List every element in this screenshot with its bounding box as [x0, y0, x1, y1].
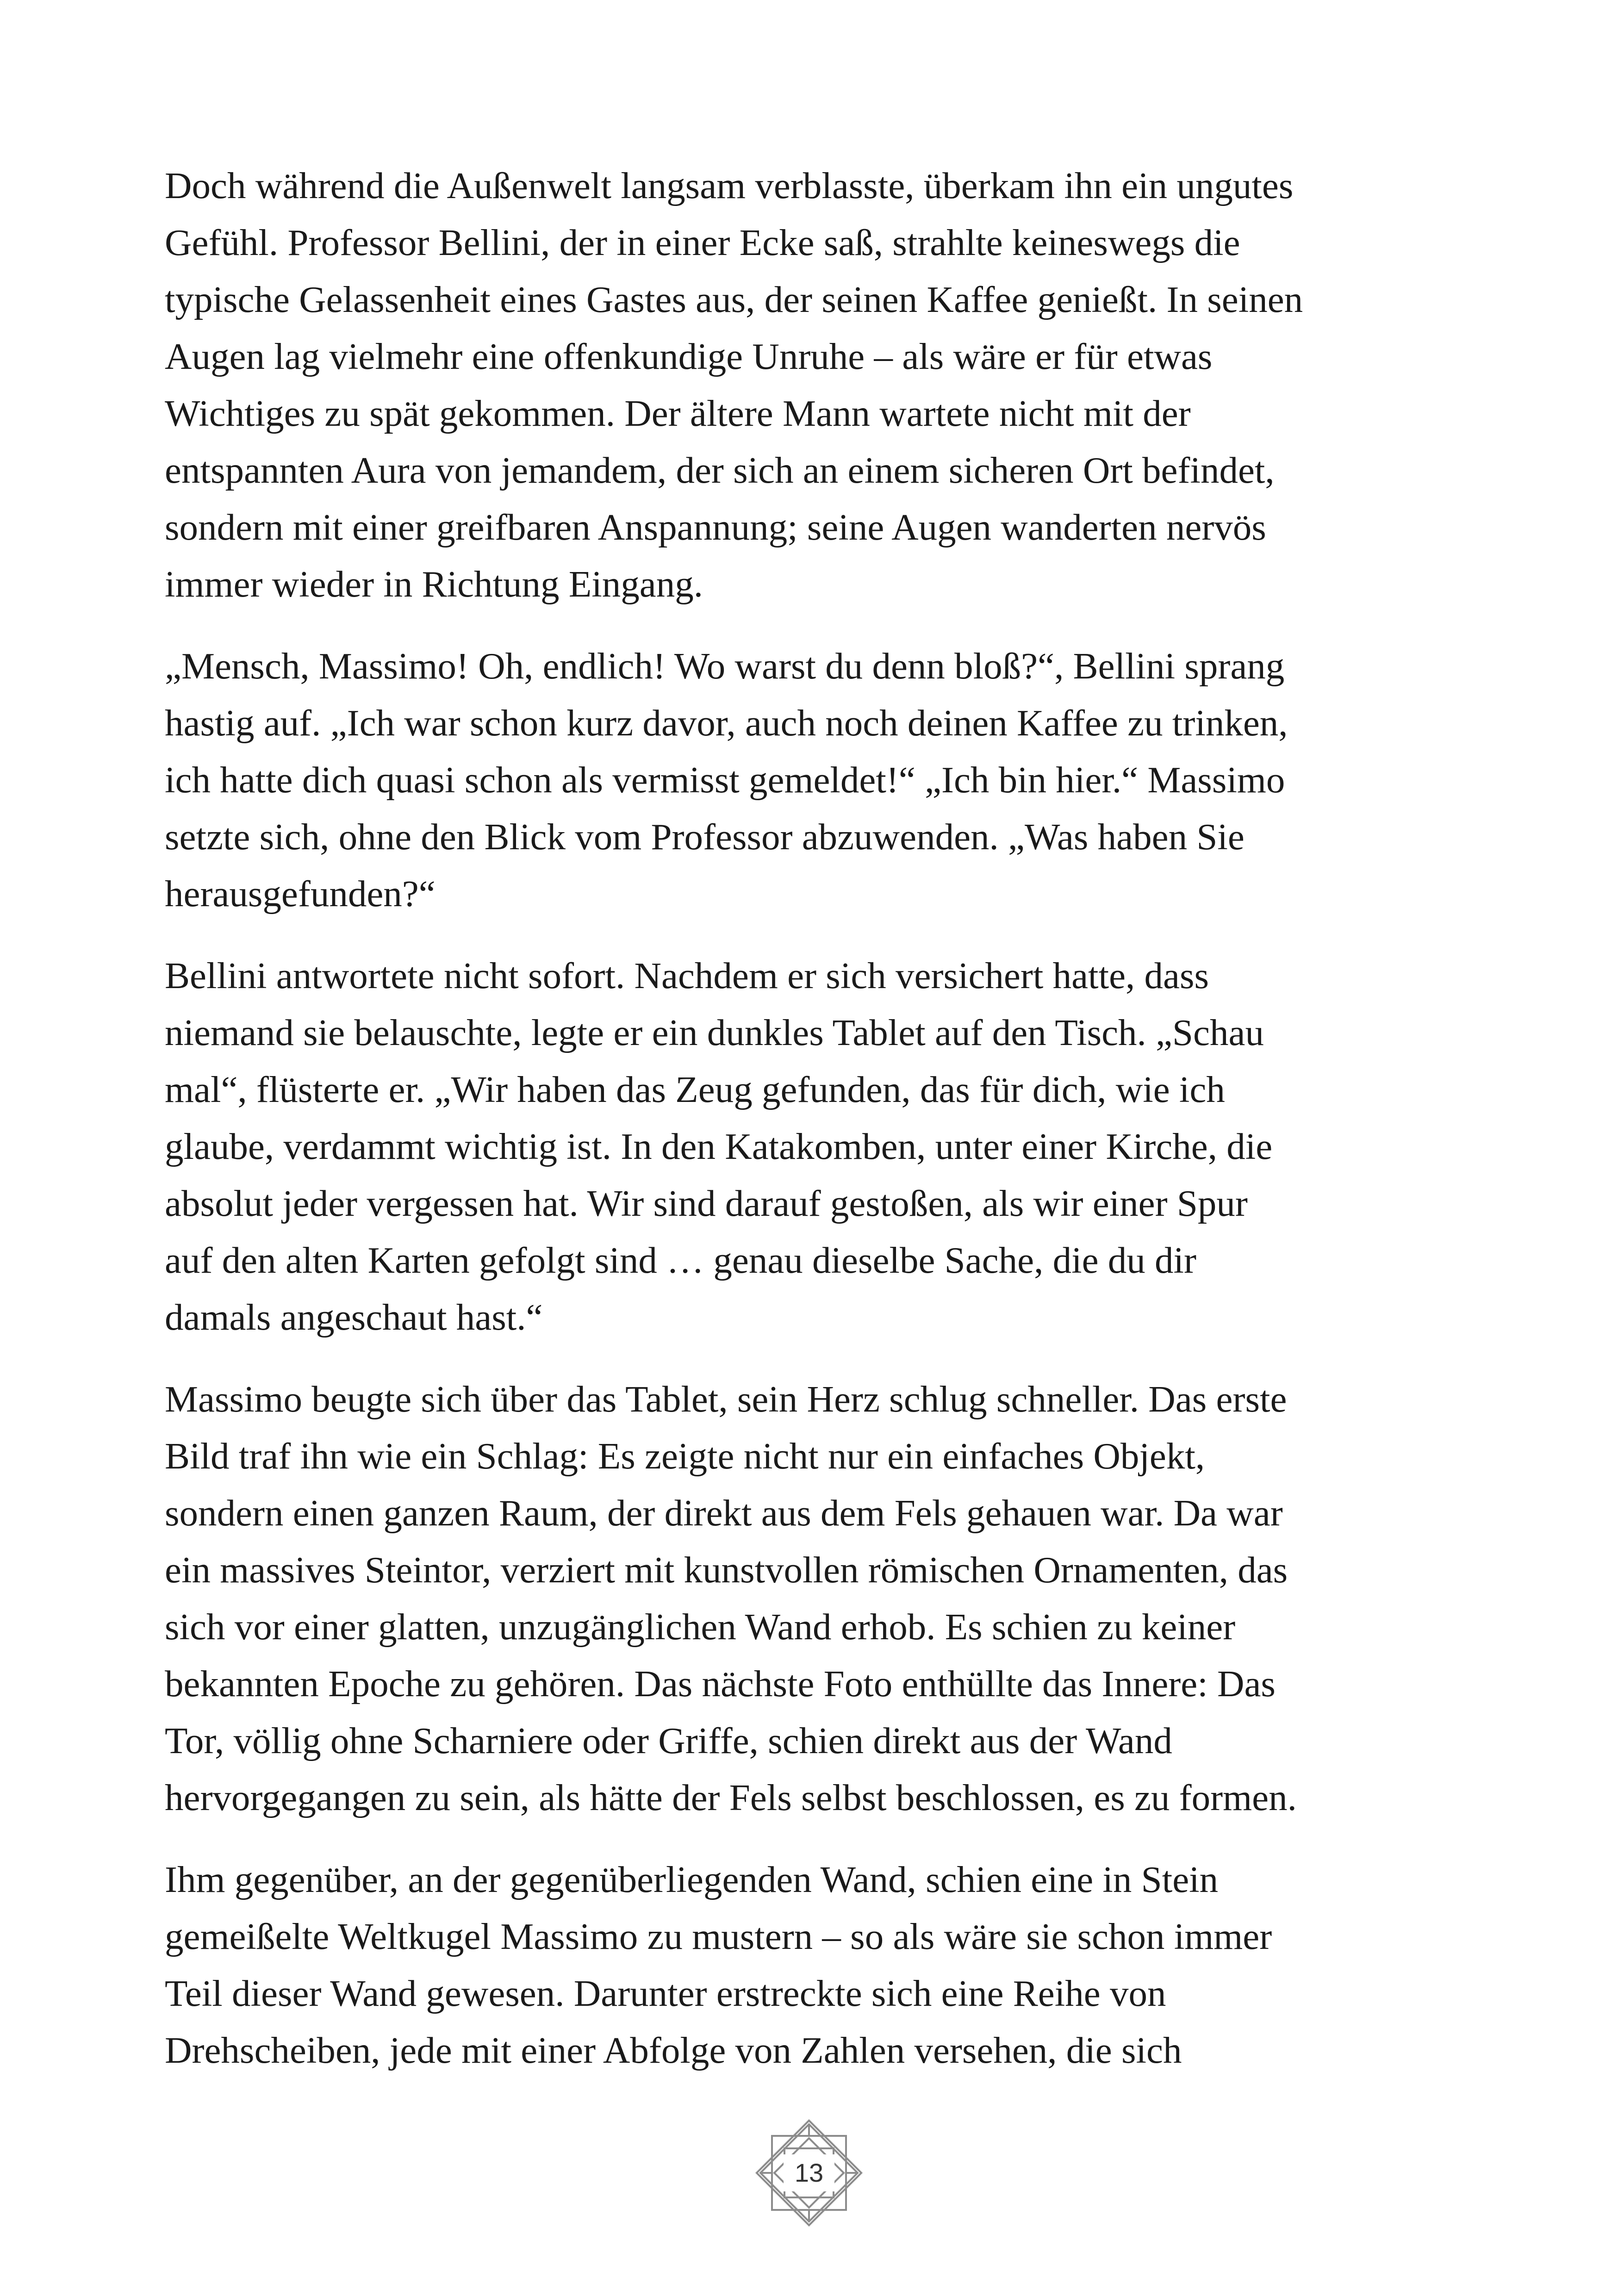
page-number: 13 — [784, 2154, 834, 2191]
text-line: immer wieder in Richtung Eingang. — [165, 563, 703, 605]
text-line: Ihm gegenüber, an der gegenüberliegenden Wand, schien eine in Stein — [165, 1859, 1219, 1900]
paragraph-4 — [165, 1371, 1456, 1826]
text-line: sondern mit einer greifbaren Anspannung; seine Augen wanderten nervös — [165, 506, 1266, 548]
text-line: niemand sie belauschte, legte er ein dunkles Tablet auf den Tisch. „Schau — [165, 1012, 1264, 1053]
text-line: gemeißelte Weltkugel Massimo zu mustern – so als wäre sie schon immer — [165, 1916, 1272, 1957]
text-line: typische Gelassenheit eines Gastes aus, der seinen Kaffee genießt. In seinen — [165, 279, 1303, 320]
text-line: ein massives Steintor, verziert mit kunstvollen römischen Ornamenten, das — [165, 1549, 1288, 1591]
body-text — [165, 157, 1456, 2104]
text-line: glaube, verdammt wichtig ist. In den Katakomben, unter einer Kirche, die — [165, 1126, 1273, 1167]
paragraph-3 — [165, 947, 1456, 1346]
text-line: Drehscheiben, jede mit einer Abfolge von Zahlen versehen, die sich — [165, 2029, 1182, 2071]
text-line: Doch während die Außenwelt langsam verblasste, überkam ihn ein ungutes — [165, 165, 1294, 206]
text-line: Bild traf ihn wie ein Schlag: Es zeigte nicht nur ein einfaches Objekt, — [165, 1435, 1205, 1477]
text-line: Tor, völlig ohne Scharniere oder Griffe, schien direkt aus der Wand — [165, 1720, 1172, 1761]
text-line: auf den alten Karten gefolgt sind … genau dieselbe Sache, die du dir — [165, 1239, 1197, 1281]
text-line: Bellini antwortete nicht sofort. Nachdem er sich versichert hatte, dass — [165, 955, 1209, 996]
paragraph-1 — [165, 157, 1456, 613]
text-line: bekannten Epoche zu gehören. Das nächste Foto enthüllte das Innere: Das — [165, 1663, 1276, 1705]
text-line: mal“, flüsterte er. „Wir haben das Zeug gefunden, das für dich, wie ich — [165, 1069, 1225, 1110]
text-line: hastig auf. „Ich war schon kurz davor, auch noch deinen Kaffee zu trinken, — [165, 702, 1288, 744]
text-line: herausgefunden?“ — [165, 873, 436, 915]
text-line: hervorgegangen zu sein, als hätte der Fels selbst beschlossen, es zu formen. — [165, 1777, 1297, 1818]
text-line: absolut jeder vergessen hat. Wir sind darauf gestoßen, als wir einer Spur — [165, 1182, 1248, 1224]
text-line: Gefühl. Professor Bellini, der in einer Ecke saß, strahlte keineswegs die — [165, 222, 1240, 263]
text-line: Massimo beugte sich über das Tablet, sein Herz schlug schneller. Das erste — [165, 1378, 1287, 1420]
text-line: sondern einen ganzen Raum, der direkt aus dem Fels gehauen war. Da war — [165, 1492, 1283, 1534]
text-line: Wichtiges zu spät gekommen. Der ältere Mann wartete nicht mit der — [165, 392, 1191, 434]
text-line: setzte sich, ohne den Blick vom Professor abzuwenden. „Was haben Sie — [165, 816, 1245, 858]
text-line: Augen lag vielmehr eine offenkundige Unruhe – als wäre er für etwas — [165, 336, 1213, 377]
text-line: sich vor einer glatten, unzugänglichen Wand erhob. Es schien zu keiner — [165, 1606, 1236, 1648]
paragraph-5 — [165, 1851, 1456, 2079]
text-line: entspannten Aura von jemandem, der sich an einem sicheren Ort befindet, — [165, 449, 1275, 491]
text-line: damals angeschaut hast.“ — [165, 1296, 543, 1338]
text-line: Teil dieser Wand gewesen. Darunter erstreckte sich eine Reihe von — [165, 1972, 1166, 2014]
page-number-ornament — [751, 2115, 867, 2231]
text-line: ich hatte dich quasi schon als vermisst gemeldet!“ „Ich bin hier.“ Massimo — [165, 759, 1285, 801]
text-line: „Mensch, Massimo! Oh, endlich! Wo warst du denn bloß?“, Bellini sprang — [165, 645, 1285, 687]
paragraph-2 — [165, 638, 1456, 922]
